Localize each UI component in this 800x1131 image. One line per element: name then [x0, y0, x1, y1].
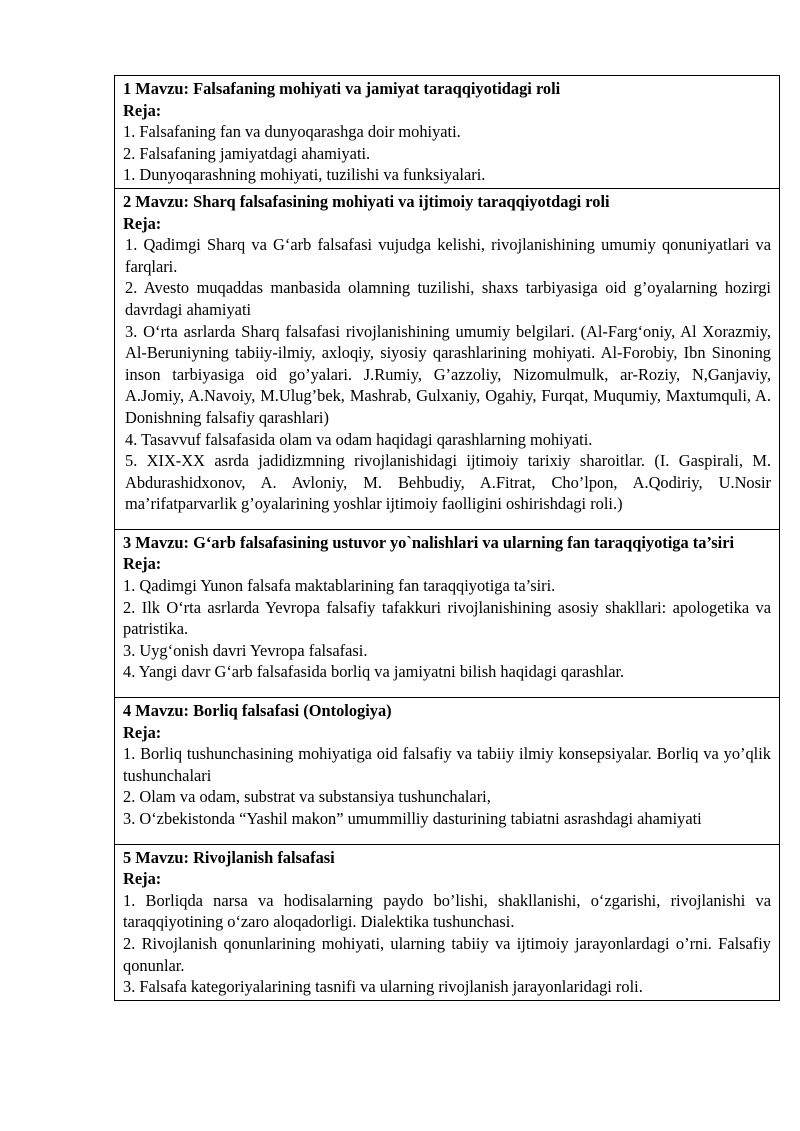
topic-cell-3 — [115, 529, 779, 697]
topic-cell-4 — [115, 697, 779, 844]
topic-title: 5 Mavzu: Rivojlanish falsafasi — [123, 847, 335, 867]
plan-label: Reja: — [123, 722, 162, 742]
plan-item: 1. Borliqda narsa va hodisalarning paydo bo’lishi, shakllanishi, o‘zgarishi, rivojlanishi va taraqqiyotining o‘zaro aloqadorligi. Dialektika tushunchasi. — [123, 890, 771, 932]
plan-item: 2. Falsafaning jamiyatdagi ahamiyati. — [123, 143, 371, 163]
plan-label: Reja: — [123, 213, 162, 233]
plan-item: 3. O‘zbekistonda “Yashil makon” umummilliy dasturining tabiatni asrashdagi ahamiyati — [123, 809, 702, 828]
plan-label: Reja: — [123, 100, 162, 120]
plan-item: 4. Tasavvuf falsafasida olam va odam haqidagi qarashlarning mohiyati. — [125, 429, 593, 449]
plan-item: 4. Yangi davr G‘arb falsafasida borliq va jamiyatni bilish haqidagi qarashlar. — [123, 662, 625, 682]
plan-item: 3. Uyg‘onish davri Yevropa falsafasi. — [123, 640, 368, 660]
topic-title: 3 Mavzu: G‘arb falsafasining ustuvor yo`nalishlari va ularning fan taraqqiyotiga ta’siri — [123, 532, 735, 552]
topic-title: 2 Mavzu: Sharq falsafasining mohiyati va ijtimoiy taraqqiyotdagi roli — [123, 191, 610, 211]
topics-table — [114, 75, 780, 1001]
plan-item: 3. Falsafa kategoriyalarining tasnifi va ularning rivojlanish jarayonlaridagi roli. — [123, 977, 643, 997]
topic-cell-2 — [115, 188, 779, 529]
plan-item: 3. O‘rta asrlarda Sharq falsafasi rivojlanishining umumiy belgilari. (Al-Farg‘oniy, Al Xorazmiy, Al-Beruniyning tabiiy-ilmiy, axloqiy, siyosiy qarashlarining mohiyati. Al-Forobiy, Ibn Sinoning inson tarbiyasiga oid go’yalari. J.Rumiy, G’azzoliy, Nizomulmulk, ar-Roziy, N,Ganjaviy, A.Jomiy, A.Navoiy, M.Ulug’bek, Mashrab, Gulxaniy, Ogahiy, Furqat, Muqumiy, Maxtumquli, A. Donishning falsafiy qarashlari) — [125, 321, 771, 427]
plan-item: 5. XIX-XX asrda jadidizmning rivojlanishidagi ijtimoiy tarixiy sharoitlar. (I. Gaspirali, M. Abdurashidxonov, A. Avloniy, M. Behbudiy, A.Fitrat, Cho’lpon, A.Qodiriy, U.Nosir ma’rifatparvarlik g’oyalarining yoshlar ijtimoiy faolligini oshirishdagi roli.) — [125, 451, 771, 514]
plan-item: 2. Olam va odam, substrat va substansiya tushunchalari, — [123, 787, 491, 807]
plan-item: 2. Rivojlanish qonunlarining mohiyati, ularning tabiiy va ijtimoiy jarayonlardagi o’rni. Falsafiy qonunlar. — [123, 933, 771, 975]
plan-item: 1. Borliq tushunchasining mohiyatiga oid falsafiy va tabiiy ilmiy konsepsiyalar. Borliq va yo’qlik tushunchalari — [123, 744, 771, 785]
plan-item: 2. Ilk O‘rta asrlarda Yevropa falsafiy tafakkuri rivojlanishining asosiy shakllari: apologetika va patristika. — [123, 597, 771, 639]
topic-cell-5 — [115, 844, 779, 1000]
plan-label: Reja: — [123, 554, 162, 574]
plan-item: 2. Avesto muqaddas manbasida olamning tuzilishi, shaxs tarbiyasiga oid g’oyalarning hozirgi davrdagi ahamiyati — [125, 278, 771, 319]
topic-title: 4 Mavzu: Borliq falsafasi (Ontologiya) — [123, 701, 392, 721]
plan-item: 1. Falsafaning fan va dunyoqarashga doir mohiyati. — [123, 122, 461, 142]
plan-item: 1. Dunyoqarashning mohiyati, tuzilishi va funksiyalari. — [123, 165, 486, 185]
topic-cell-1 — [115, 76, 779, 188]
plan-item: 1. Qadimgi Sharq va G‘arb falsafasi vujudga kelishi, rivojlanishining umumiy qonuniyatlari va farqlari. — [125, 235, 771, 276]
plan-item: 1. Qadimgi Yunon falsafa maktablarining fan taraqqiyotiga ta’siri. — [123, 576, 556, 596]
topic-title: 1 Mavzu: Falsafaning mohiyati va jamiyat taraqqiyotidagi roli — [123, 79, 561, 98]
plan-label: Reja: — [123, 869, 162, 889]
